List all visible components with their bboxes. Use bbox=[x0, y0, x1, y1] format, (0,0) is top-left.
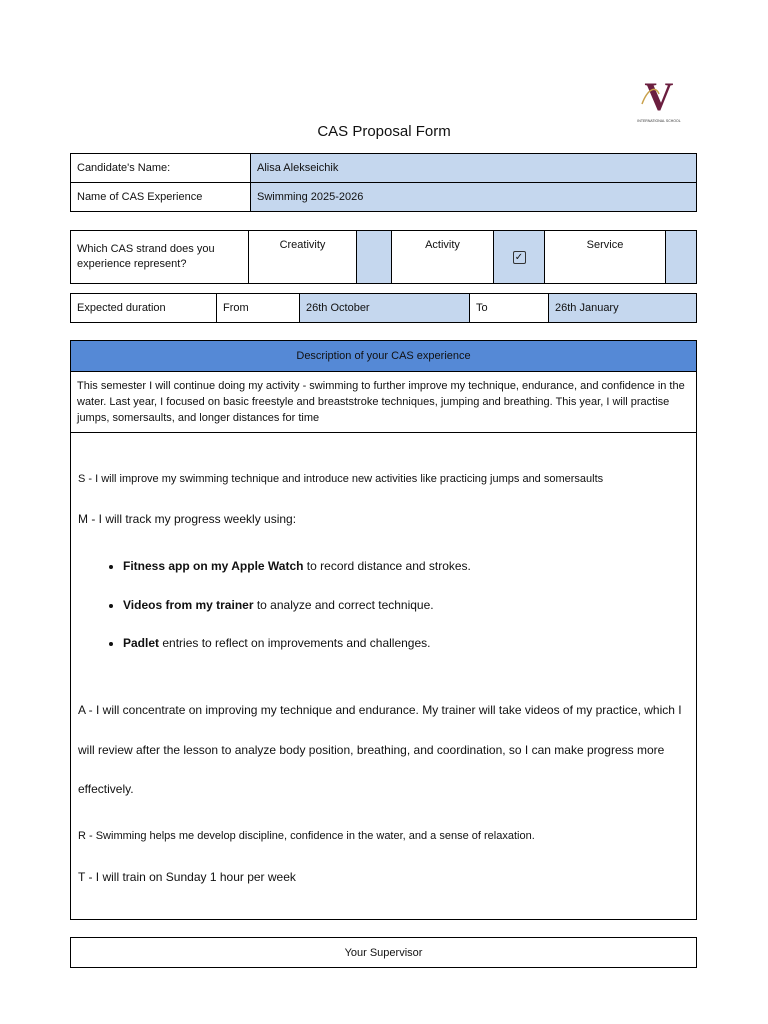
candidate-table bbox=[70, 153, 697, 212]
table-row bbox=[71, 938, 697, 968]
experience-name-field[interactable]: Swimming 2025-2026 bbox=[251, 183, 697, 212]
list-item: • Fitness app on my Apple Watch to record distance and strokes. bbox=[123, 551, 471, 590]
strand-label-activity: Activity bbox=[392, 231, 494, 284]
logo-caption: INTERNATIONAL SCHOOL bbox=[637, 119, 681, 123]
duration-table bbox=[70, 293, 697, 323]
strand-label-service: Service bbox=[545, 231, 666, 284]
supervisor-label: Your Supervisor bbox=[71, 938, 697, 968]
creativity-checkbox[interactable] bbox=[357, 231, 392, 284]
strand-table bbox=[70, 230, 697, 284]
specific-goal: S - I will improve my swimming technique and introduce new activities like practicing jumps and somersaults bbox=[78, 473, 604, 485]
table-row bbox=[71, 154, 697, 183]
smart-goals-cell[interactable] bbox=[71, 433, 697, 920]
from-date-field[interactable]: 26th October bbox=[300, 294, 470, 323]
description-intro[interactable]: This semester I will continue doing my activity - swimming to further improve my technique, endurance, and confidence in the water. Last year, I focused on basic freestyle and breaststroke techniques, jumping and breathing. This year, I will practise jumps, somersaults, and longer distances for time bbox=[71, 372, 697, 433]
table-row bbox=[71, 294, 697, 323]
relevant-goal: R - Swimming helps me develop discipline, confidence in the water, and a sense of relaxation. bbox=[78, 830, 535, 842]
table-row bbox=[71, 231, 697, 284]
achievable-goal: A - I will concentrate on improving my technique and endurance. My trainer will take videos of my practice, which I will review after the lesson to analyze body position, breathing, and coordination, so I can make progress more effectively. bbox=[78, 703, 682, 796]
to-date-field[interactable]: 26th January bbox=[549, 294, 697, 323]
checkmark-icon: ✓ bbox=[513, 251, 526, 264]
table-row bbox=[71, 341, 697, 372]
description-table bbox=[70, 340, 697, 920]
duration-label: Expected duration bbox=[71, 294, 217, 323]
candidate-name-field[interactable]: Alisa Alekseichik bbox=[251, 154, 697, 183]
list-item: • Videos from my trainer to analyze and correct technique. bbox=[123, 590, 471, 629]
from-label: From bbox=[217, 294, 300, 323]
table-row bbox=[71, 372, 697, 433]
measurable-goal: M - I will track my progress weekly using: bbox=[78, 512, 297, 526]
supervisor-table bbox=[70, 937, 697, 968]
experience-name-label: Name of CAS Experience bbox=[71, 183, 251, 212]
list-item: • Padlet entries to reflect on improvements and challenges. bbox=[123, 628, 471, 667]
tracking-methods-list bbox=[97, 551, 471, 667]
candidate-name-label: Candidate's Name: bbox=[71, 154, 251, 183]
form-title: CAS Proposal Form bbox=[317, 123, 451, 140]
description-header: Description of your CAS experience bbox=[71, 341, 697, 372]
activity-checkbox[interactable] bbox=[494, 231, 545, 284]
table-row bbox=[71, 433, 697, 920]
strand-question: Which CAS strand does you experience represent? bbox=[71, 231, 249, 284]
service-checkbox[interactable] bbox=[666, 231, 697, 284]
strand-label-creativity: Creativity bbox=[249, 231, 357, 284]
table-row bbox=[71, 183, 697, 212]
to-label: To bbox=[470, 294, 549, 323]
logo-letter: V bbox=[644, 74, 674, 119]
timebound-goal: T - I will train on Sunday 1 hour per week bbox=[78, 870, 296, 884]
